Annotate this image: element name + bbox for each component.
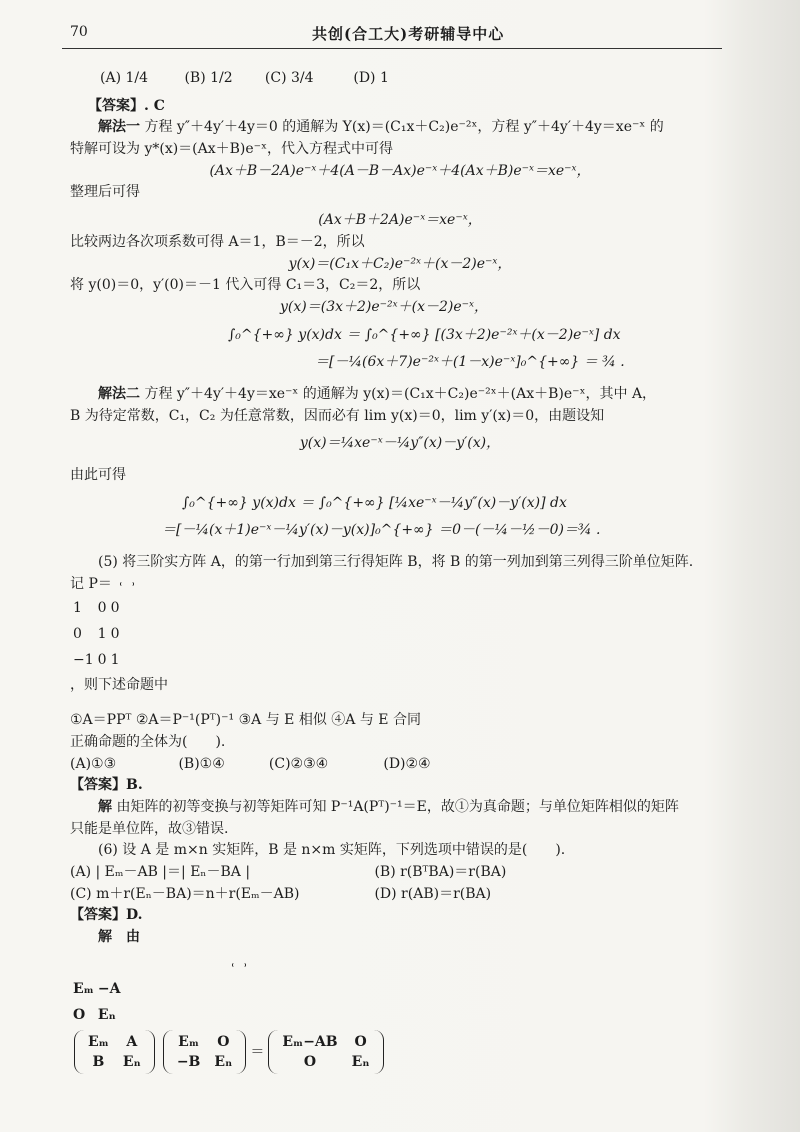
q4-eq5: ∫₀^{+∞} y(x)dx ＝ ∫₀^{+∞} [(3x＋2)e⁻²ˣ＋(x－2)e⁻ˣ] dx — [228, 326, 621, 343]
q4-options — [70, 68, 730, 90]
q4-eq8: ∫₀^{+∞} y(x)dx ＝ ∫₀^{+∞} [¼xe⁻ˣ－¼y″(x)－y′(x)] dx — [182, 494, 567, 511]
q6-stem: (6) 设 A 是 m×n 实矩阵，B 是 n×m 实矩阵，下列选项中错误的是( ). — [98, 842, 566, 859]
q5-sol-line2: 只能是单位阵，故③错误. — [70, 820, 229, 837]
q4-eq2: (Ax＋B＋2A)e⁻ˣ＝xe⁻ˣ， — [318, 212, 482, 229]
matrix-cell: −A — [97, 981, 121, 998]
page-body — [70, 68, 730, 1088]
q4-method1-line2: 特解可设为 y*(x)＝(Ax＋B)e⁻ˣ，代入方程式中可得 — [70, 141, 394, 158]
page-header — [62, 22, 722, 49]
matrix-cell: O — [217, 1033, 230, 1050]
q4-text-sub: 将 y(0)＝0，y′(0)＝－1 代入可得 C₁＝3，C₂＝2，所以 — [70, 277, 421, 294]
matrix-cell: A — [126, 1033, 138, 1050]
q4-eq7: y(x)＝¼xe⁻ˣ－¼y″(x)－y′(x)， — [299, 435, 501, 452]
matrix-cell: −B — [176, 1054, 201, 1071]
q4-eq9: ＝[－¼(x＋1)e⁻ˣ－¼y′(x)－y(x)]₀^{+∞} ＝0－(－¼－½－0)＝¾ . — [162, 522, 601, 539]
q4-method2-line1 — [70, 384, 730, 406]
q5-option-b: (B)①④ — [178, 755, 225, 772]
matrix-p-cell: 0 — [110, 600, 120, 617]
matrix-p-cell: 0 — [97, 600, 107, 617]
q6-option-d: (D) r(AB)＝r(BA) — [374, 885, 492, 902]
matrix-cell: Eₘ — [88, 1033, 109, 1050]
q5-sol-text1: 由矩阵的初等变换与初等矩阵可知 P⁻¹A(Pᵀ)⁻¹＝E，故①为真命题；与单位矩阵相似的矩阵 — [116, 798, 679, 815]
q4-text-simplify: 整理后可得 — [70, 184, 140, 201]
q4-eq1: (Ax＋B－2A)e⁻ˣ＋4(A－B－Ax)e⁻ˣ＋4(Ax＋B)e⁻ˣ＝xe⁻ˣ， — [209, 162, 591, 179]
matrix-p-cell: 0 — [73, 626, 82, 643]
q5-option-c: (C)②③④ — [268, 755, 329, 772]
q4-eq3: y(x)＝(C₁x＋C₂)e⁻²ˣ＋(x－2)e⁻ˣ， — [288, 255, 512, 272]
matrix-p-cell: 0 — [110, 626, 120, 643]
q5-sol-line1 — [70, 797, 730, 819]
q4-eq4: y(x)＝(3x＋2)e⁻²ˣ＋(x－2)e⁻ˣ， — [280, 298, 488, 315]
matrix-p — [120, 582, 134, 586]
matrix-p-cell: 1 — [73, 600, 82, 617]
matrix-cell: O — [303, 1054, 317, 1071]
page-number: 70 — [70, 24, 88, 40]
q4-text-hence: 由此可得 — [70, 467, 126, 483]
matrix-m3 — [163, 1030, 247, 1075]
matrix-p-cell: 0 — [97, 651, 107, 668]
q5-sol-label: 解 — [98, 798, 112, 815]
method1-text1: 方程 y″＋4y′＋4y＝0 的通解为 Y(x)＝(C₁x＋C₂)e⁻²ˣ，方程 y″＋4y′＋4y＝xe⁻ˣ 的 — [144, 119, 664, 136]
matrix-m2 — [74, 1030, 155, 1075]
matrix-cell: Eₙ — [122, 1054, 141, 1071]
q4-answer: 【答案】. C — [88, 97, 165, 114]
matrix-cell: Eₙ — [351, 1054, 370, 1071]
q4-text-compare: 比较两边各次项系数可得 A＝1，B＝－2，所以 — [70, 233, 365, 250]
q4-method1-line1 — [70, 117, 730, 139]
q5-option-d: (D)②④ — [383, 755, 431, 772]
matrix-cell: B — [92, 1054, 105, 1071]
method2-text1: 方程 y″＋4y′＋4y＝xe⁻ˣ 的通解为 y(x)＝(C₁x＋C₂)e⁻²ˣ＋(Ax＋B)e⁻ˣ，其中 A， — [144, 385, 657, 402]
q5-stem: (5) 将三阶实方阵 A，的第一行加到第三行得矩阵 B，将 B 的第一列加到第三列得三阶单位矩阵. — [98, 554, 694, 571]
q4-option-b: (B) 1/2 — [184, 70, 233, 86]
q4-option-c: (C) 3/4 — [264, 70, 314, 86]
q6-sol-label: 解 由 — [98, 929, 140, 946]
q5-options — [70, 754, 730, 776]
header-title: 共创(合工大)考研辅导中心 — [312, 25, 505, 43]
matrix-p-cell: 1 — [97, 626, 107, 643]
method2-label: 解法二 — [98, 385, 140, 402]
q4-eq6: ＝[－¼(6x＋7)e⁻²ˣ＋(1－x)e⁻ˣ]₀^{+∞} ＝ ¾ . — [315, 354, 625, 371]
q5-question: 正确命题的全体为( ). — [70, 733, 226, 750]
q6-option-b: (B) r(BᵀBA)＝r(BA) — [374, 864, 507, 880]
q6-options-cd — [70, 884, 730, 906]
q5-matrix-line — [70, 574, 730, 596]
q5-answer: 【答案】B. — [70, 777, 143, 794]
matrix-cell: O — [354, 1033, 367, 1050]
q6-answer: 【答案】D. — [70, 907, 143, 924]
matrix-cell: Eₘ−AB — [282, 1033, 338, 1050]
matrix-cell: O — [73, 1007, 86, 1024]
q5-p-suffix: ，则下述命题中 — [70, 676, 168, 693]
matrix-p-cell: −1 — [73, 651, 94, 668]
matrix-m1 — [232, 963, 246, 967]
q4-method2-line2: B 为待定常数，C₁，C₂ 为任意常数，因而必有 lim y(x)＝0，lim y′(x)＝0，由题设知 — [70, 407, 605, 424]
matrix-p-cell: 1 — [110, 651, 120, 668]
matrix-m4 — [268, 1030, 383, 1075]
q5-p-prefix: 记 P＝ — [70, 575, 112, 592]
matrix-cell: Eₘ — [73, 981, 94, 998]
q6-matrix-equation — [70, 955, 730, 977]
q6-option-a: (A) | Eₘ－AB |＝| Eₙ－BA | — [70, 864, 251, 880]
q6-option-c: (C) m＋r(Eₙ－BA)＝n＋r(Eₘ－AB) — [70, 885, 300, 902]
q5-propositions: ①A＝PPᵀ ②A＝P⁻¹(Pᵀ)⁻¹ ③A 与 E 相似 ④A 与 E 合同 — [70, 712, 421, 729]
q4-option-d: (D) 1 — [353, 70, 389, 86]
q4-option-a: (A) 1/4 — [100, 70, 149, 86]
q5-option-a: (A)①③ — [70, 755, 117, 772]
matrix-cell: Eₙ — [214, 1054, 233, 1071]
equals-sign: ＝ — [250, 1044, 265, 1061]
q6-options-ab — [70, 862, 730, 884]
matrix-cell: Eₘ — [178, 1033, 200, 1050]
method1-label: 解法一 — [98, 119, 140, 136]
matrix-cell: Eₙ — [97, 1007, 116, 1024]
